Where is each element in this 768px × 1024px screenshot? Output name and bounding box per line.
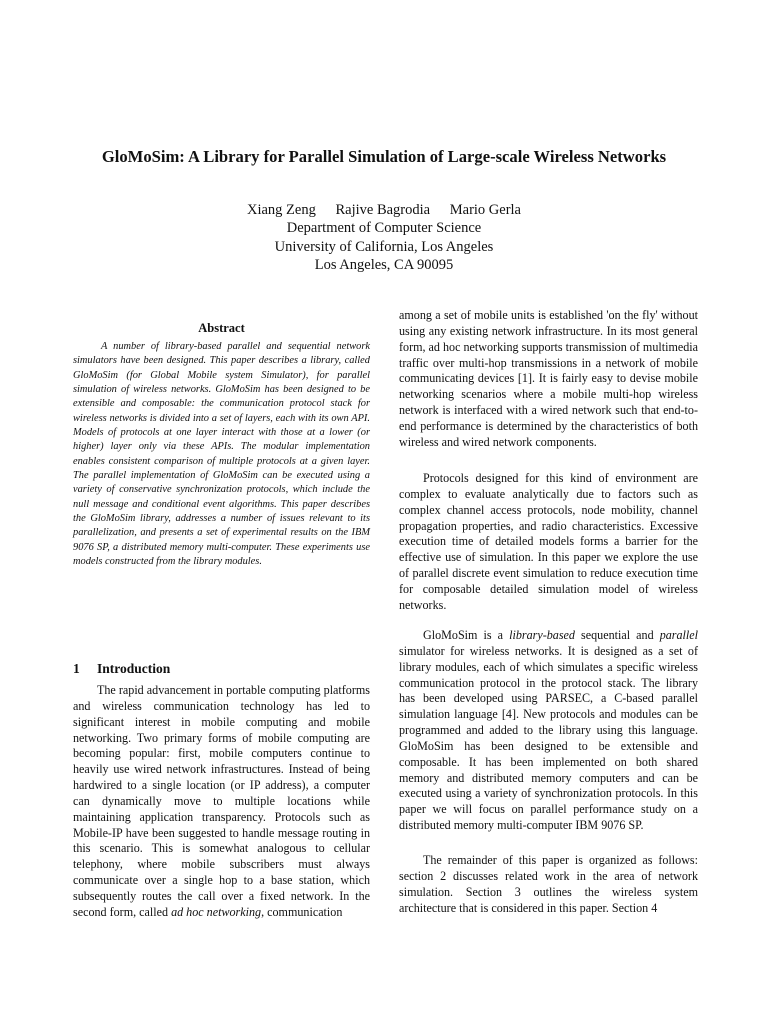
- intro-paragraph-1-left: [73, 683, 370, 921]
- author-block: [0, 201, 768, 274]
- affiliation-address: Los Angeles, CA 90095: [314, 256, 454, 273]
- intro-p1-continuation: among a set of mobile units is established 'on the fly' without using any existing network infrastructure. In its most general form, ad hoc networking supports transmission of multimedia traffic over multi-hop transmissions in a network of mobile communicating devices [1]. It is fairly easy to devise mobile networking scenarios where a mobile multi-hop wireless network is interfaced with a wired network such that end-to-end performance is determined by the characteristics of both wireless and wired network components.: [399, 308, 698, 449]
- author-name: Xiang Zeng: [246, 202, 316, 218]
- term-ad-hoc-networking: ad hoc networking: [171, 904, 262, 919]
- intro-p3-text-c: simulator for wireless networks. It is designed as a set of library modules, each of which simulates a specific wireless communication protocol in the protocol stack. The library has been developed using PARSEC, a C-based parallel simulation language [4]. New protocols and modules can be programmed and added to the library using this language. GloMoSim has been designed to be extensible and composable. It has been implemented on both shared memory and distributed memory computers and can be executed using a variety of synchronization protocols. In this paper we will focus on parallel performance study on a distributed memory multi-computer IBM 9076 SP.: [399, 643, 698, 833]
- intro-paragraph-2: [399, 471, 698, 614]
- intro-p1-text: The rapid advancement in portable computing platforms and wireless communication technology has led to significant interest in mobile computing and mobile networking. Two primary forms of mobile computing are becoming popular: first, mobile computers continue to heavily use wired network infrastructures. Instead of being hardwired to a single location (or IP address), a computer can dynamically move to multiple locations while maintaining application transparency. Protocols such as Mobile-IP have been suggested to handle message routing in this scenario. This is somewhat analogous to cellular telephony, where mobile subscribers must always communicate over a single hop to a base station, which subsequently routes the call over a fixed network. In the second form, called: [73, 683, 370, 919]
- abstract-heading: Abstract: [198, 321, 245, 335]
- paper-title: GloMoSim: A Library for Parallel Simulation of Large-scale Wireless Networks: [101, 147, 667, 166]
- intro-p3-text-a: GloMoSim is a: [423, 628, 510, 642]
- section-title: Introduction: [97, 661, 171, 676]
- affiliation-department: Department of Computer Science: [286, 220, 482, 237]
- intro-p2-text: Protocols designed for this kind of environment are complex to evaluate analytically due to factors such as complex channel access protocols, node mobility, channel propagation properties, and radio characteristics. Excessive execution time of detailed models forms a barrier for the effective use of simulation. In this paper we explore the use of parallel discrete event simulation to reduce execution time for composable detailed simulation model of wireless networks.: [399, 471, 698, 612]
- author-name: Mario Gerla: [449, 202, 521, 218]
- intro-paragraph-1-right: [399, 308, 698, 451]
- section-heading-introduction: [73, 660, 370, 678]
- intro-paragraph-4: [399, 853, 698, 916]
- term-library-based: library-based: [509, 628, 575, 642]
- intro-p3-text-b: sequential and: [574, 628, 660, 642]
- intro-p4-text: The remainder of this paper is organized as follows: section 2 discusses related work in the area of network simulation. Section 3 outlines the wireless system architecture that is considered in this paper. Section 4: [399, 853, 698, 915]
- section-number: 1: [73, 661, 80, 676]
- intro-p1-continuation-start: , communication: [261, 904, 343, 919]
- author-names: [0, 201, 768, 219]
- abstract-text: A number of library-based parallel and sequential network simulators have been designed. This paper describes a library, called GloMoSim (for Global Mobile system Simulator), for parallel simulation of wireless networks. GloMoSim has been designed to be extensible and composable: the communication protocol stack for wireless networks is divided into a set of layers, each with its own API. Models of protocols at one layer interact with those at a lower (or higher) layer only via these APIs. The modular implementation enables consistent comparison of multiple protocols at a given layer. The parallel implementation of GloMoSim can be executed using a variety of conservative synchronization protocols, which include the null message and conditional event algorithms. This paper describes the GloMoSim library, addresses a number of issues relevant to its parallelization, and presents a set of experimental results on the IBM 9076 SP, a distributed memory multi-computer. These experiments use models constructed from the library modules.: [73, 341, 370, 568]
- intro-paragraph-3: [399, 628, 698, 834]
- affiliation-university: University of California, Los Angeles: [274, 238, 494, 255]
- term-parallel: parallel: [659, 628, 698, 642]
- author-name: Rajive Bagrodia: [335, 202, 431, 218]
